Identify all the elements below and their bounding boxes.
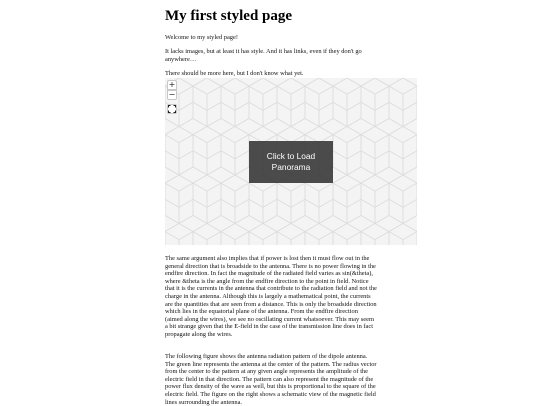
zoom-out-button[interactable]: − (168, 90, 176, 99)
load-panorama-button[interactable] (249, 141, 333, 183)
zoom-in-button[interactable]: + (168, 80, 176, 89)
fullscreen-icon (168, 105, 176, 113)
intro-paragraph: It lacks images, but at least it has style. And it has links, even if they don't go anywhere… (165, 48, 362, 63)
antenna-paragraph-1: The same argument also implies that if power is lost then it must flow out in the general direction that is broadside to the antenna. There is no power flowing in the endfire direction. In fact the magnitude of the radiated field varies as sin(&theta), where &theta is the angle from the endfire direction to the point in field. Notice that it is the currents in the antenna that contribute to the radiation field and not the charge in the antenna. Although this is largely a mathematical point, the currents are the quantities that are seen from a distance. This is only the broadside direction which lies in the equatorial plane of the antenna. From the endfire direction (aimed along the wires), we see no oscillating current whatsoever. This may seem a bit strange given that the E-field in the case of the transmission line does in fact propagate along the wires. (165, 255, 377, 338)
more-paragraph: There should be more here, but I don't know what yet. (165, 70, 304, 77)
page-title: My first styled page (165, 8, 293, 24)
antenna-paragraph-2: The following figure shows the antenna radiation pattern of the dipole antenna. The green line represents the antenna at the center of the pattern. The radius vector from the center to the pattern at any given angle represents the amplitude of the electric field in that direction. The pattern can also represent the magnitude of the power flux density of the wave as well, but this is proportional to the square of the electric field. The figure on the right shows a schematic view of the magnetic field lines surrounding the antenna. (165, 353, 377, 406)
welcome-paragraph: Welcome to my styled page! (165, 34, 238, 41)
fullscreen-button[interactable] (167, 104, 177, 114)
load-panorama-label: Click to Load Panorama (266, 150, 316, 172)
